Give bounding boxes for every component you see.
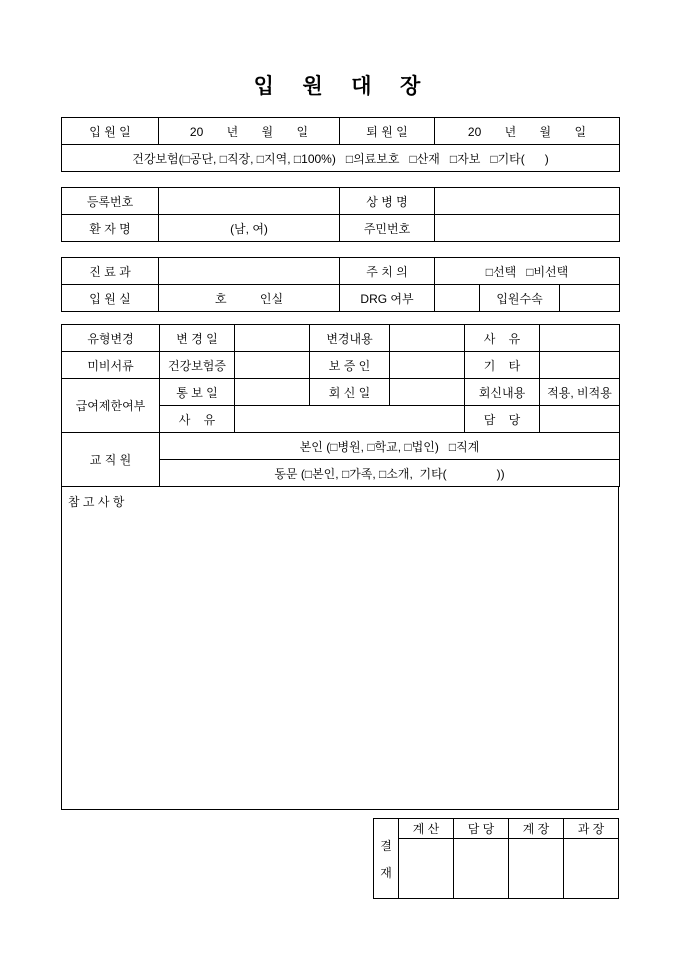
missing-doc-row	[62, 352, 620, 379]
resident-no-label: 주민번호	[340, 215, 435, 242]
doctor-label: 주 치 의	[340, 258, 435, 285]
approval-header-row	[374, 819, 619, 839]
name-resident-row	[62, 215, 620, 242]
approval-sign-chief-cell	[509, 839, 564, 899]
limit-reason-label: 사 유	[160, 406, 235, 433]
change-content-value-cell	[390, 325, 465, 352]
staff-label: 교 직 원	[62, 433, 160, 487]
drg-label: DRG 여부	[340, 285, 435, 312]
dept-doctor-row	[62, 258, 620, 285]
insurance-row	[62, 145, 620, 172]
approval-stamp-bottom: 재	[380, 865, 392, 880]
approval-col-calc: 계 산	[399, 819, 454, 839]
approval-stamp-top: 결	[380, 838, 392, 853]
room-drg-row	[62, 285, 620, 312]
dept-value-cell	[159, 258, 340, 285]
diagnosis-value-cell	[435, 188, 620, 215]
missing-doc-label: 미비서류	[62, 352, 160, 379]
manager-value-cell	[540, 406, 620, 433]
insurance-card-value-cell	[235, 352, 310, 379]
change-date-label: 변 경 일	[160, 325, 235, 352]
notes-label: 참 고 사 항	[68, 495, 125, 509]
benefit-limit-label: 급여제한여부	[62, 379, 160, 433]
staff-row1	[62, 433, 620, 460]
insurance-card-label: 건강보험증	[160, 352, 235, 379]
reg-diagnosis-row	[62, 188, 620, 215]
dates-row	[62, 118, 620, 145]
discharge-date-label: 퇴 원 일	[340, 118, 435, 145]
approval-col-head: 과 장	[564, 819, 619, 839]
notify-date-value-cell	[235, 379, 310, 406]
reply-date-value-cell	[390, 379, 465, 406]
discharge-date-value: 20 년 월 일	[435, 118, 620, 145]
admission-date-label: 입 원 일	[62, 118, 159, 145]
staff-alumni-options: 동문 (□본인, □가족, □소개, 기타( ))	[160, 460, 620, 487]
department-table	[61, 257, 620, 312]
dates-table	[61, 117, 620, 172]
approval-col-staff: 담 당	[454, 819, 509, 839]
reply-date-label: 회 신 일	[310, 379, 390, 406]
reply-content-label: 회신내용	[465, 379, 540, 406]
type-change-label: 유형변경	[62, 325, 160, 352]
benefit-limit-row1	[62, 379, 620, 406]
patient-name-label: 환 자 명	[62, 215, 159, 242]
room-value: 호 인실	[159, 285, 340, 312]
drg-value-cell	[435, 285, 480, 312]
reply-content-value: 적용, 비적용	[540, 379, 620, 406]
limit-reason-value-cell	[235, 406, 465, 433]
reg-no-label: 등록번호	[62, 188, 159, 215]
change-reason-value-cell	[540, 325, 620, 352]
page-title: 입 원 대 장	[253, 74, 427, 98]
approval-stamp-label	[374, 819, 399, 899]
type-change-row	[62, 325, 620, 352]
approval-col-chief: 계 장	[509, 819, 564, 839]
reg-no-value-cell	[159, 188, 340, 215]
room-label: 입 원 실	[62, 285, 159, 312]
change-date-value-cell	[235, 325, 310, 352]
details-table	[61, 324, 620, 487]
approval-sign-head-cell	[564, 839, 619, 899]
manager-label: 담 당	[465, 406, 540, 433]
etc-label: 기 타	[465, 352, 540, 379]
approval-table	[373, 818, 619, 899]
change-reason-label: 사 유	[465, 325, 540, 352]
resident-no-value-cell	[435, 215, 620, 242]
admission-date-value: 20 년 월 일	[159, 118, 340, 145]
notes-box	[61, 486, 619, 810]
patient-table	[61, 187, 620, 242]
staff-self-options: 본인 (□병원, □학교, □법인) □직계	[160, 433, 620, 460]
approval-sign-calc-cell	[399, 839, 454, 899]
change-content-label: 변경내용	[310, 325, 390, 352]
approval-stamp-chars	[374, 819, 398, 898]
etc-value-cell	[540, 352, 620, 379]
form-content	[61, 0, 619, 899]
doctor-select-options: □선택 □비선택	[435, 258, 620, 285]
dept-label: 진 료 과	[62, 258, 159, 285]
procedure-label: 입원수속	[480, 285, 560, 312]
diagnosis-label: 상 병 명	[340, 188, 435, 215]
patient-name-value: (남, 여)	[159, 215, 340, 242]
notify-date-label: 통 보 일	[160, 379, 235, 406]
approval-sign-row	[374, 839, 619, 899]
procedure-value-cell	[560, 285, 620, 312]
insurance-type-options: 건강보험(□공단, □직장, □지역, □100%) □의료보호 □산재 □자보 □기타( )	[62, 145, 620, 172]
guarantor-value-cell	[390, 352, 465, 379]
approval-sign-staff-cell	[454, 839, 509, 899]
guarantor-label: 보 증 인	[310, 352, 390, 379]
